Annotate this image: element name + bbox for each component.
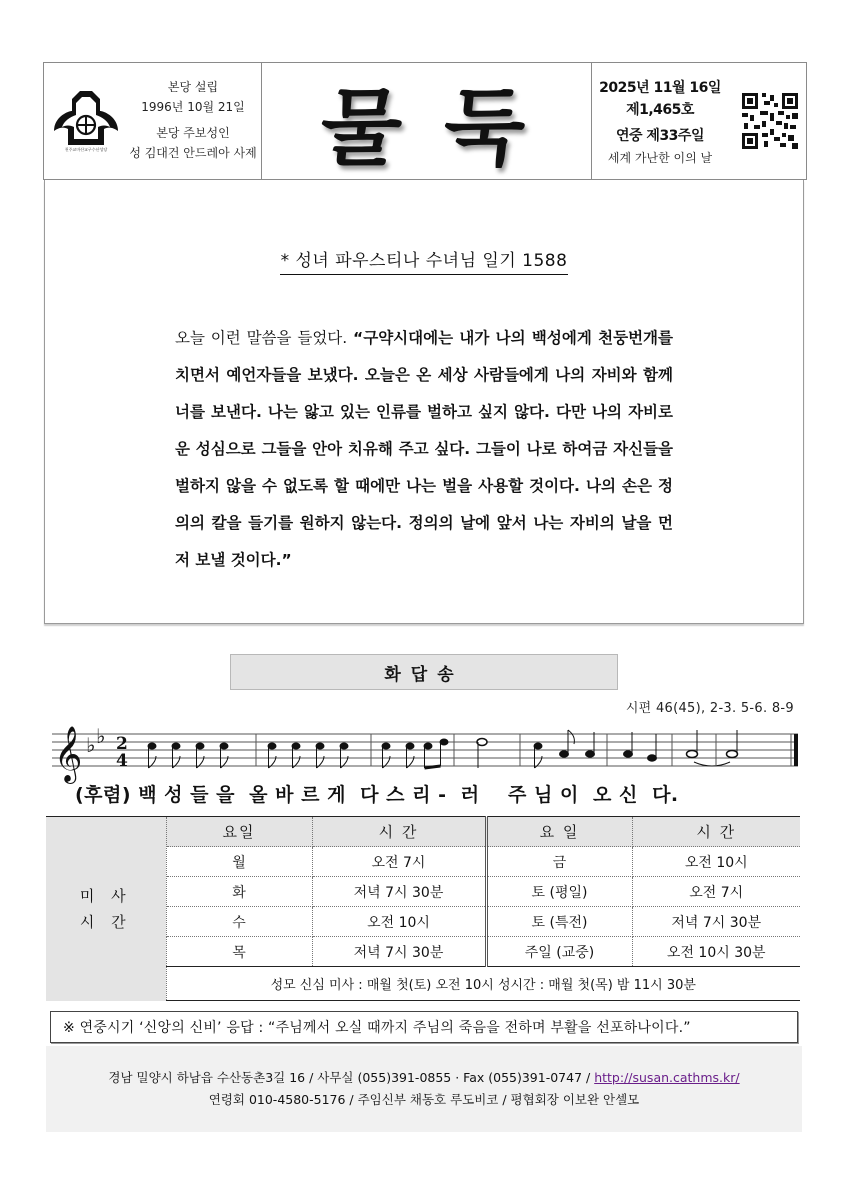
- qr-code-icon[interactable]: [742, 93, 798, 149]
- quote-body: [175, 320, 673, 579]
- patron-name: 성 김대건 안드레아 사제: [129, 146, 257, 160]
- header-time: 시 간: [632, 817, 800, 847]
- footer: [46, 1046, 802, 1132]
- mass-times-label: 미 사 시 간: [46, 817, 166, 1001]
- acclamation-response: ※ 연중시기 ‘신앙의 신비’ 응답 : “주님께서 오실 때까지 주님의 죽음을 전하며 부활을 선포하나이다.”: [50, 1011, 798, 1043]
- title-char-2: 둑: [438, 77, 537, 177]
- table-row: 월 오전 7시 금 오전 10시: [46, 847, 800, 877]
- flat-icon: ♭: [96, 724, 106, 748]
- masthead: [43, 62, 807, 180]
- issue-number: 제1,465호: [626, 102, 694, 118]
- footer-address: 경남 밀양시 하남읍 수산동촌3길 16 / 사무실 (055)391-0855 · Fax (055)391-0747 /: [108, 1070, 595, 1085]
- mass-times-table: [46, 816, 800, 1001]
- header-time: 시 간: [312, 817, 486, 847]
- quote-intro: 오늘 이런 말씀을 들었다.: [175, 329, 354, 347]
- psalm-lyrics: (후렴) 백 성 들 을 올 바 르 게 다 스 리 - 러 주 님 이 오 신 다.: [75, 784, 679, 806]
- quote-text: “구약시대에는 내가 나의 백성에게 천둥번개를 치면서 예언자들을 보냈다. 오늘은 온 세상 사람들에게 나의 자비와 함께 너를 보낸다. 나는 앓고 있는 인류를 벌하고 싶지 않다. 다만 나의 자비로운 성심으로 그들을 안아 치유해 주고 싶다. 그들이 나로 하여금 자신들을 벌하지 않을 수 없도록 할 때에만 나는 벌을 사용할 것이다. 나의 손은 정의의 칼을 들기를 원하지 않는다. 정의의 날에 앞서 나는 자비의 날을 먼저 보낼 것이다.”: [175, 329, 673, 569]
- bulletin-title: [262, 63, 592, 179]
- mass-note: 성모 신심 미사 : 매월 첫(토) 오전 10시 성시간 : 매월 첫(목) 밤 11시 30분: [166, 967, 800, 1001]
- quote-title: * 성녀 파우스티나 수녀님 일기 1588: [280, 251, 569, 275]
- psalm-header: 화답송: [230, 654, 618, 690]
- diary-quote-section: [44, 180, 804, 624]
- liturgical-week: 연중 제33주일: [616, 128, 704, 144]
- table-row: 화 저녁 7시 30분 토 (평일) 오전 7시: [46, 877, 800, 907]
- issue-date: 2025년 11월 16일: [599, 80, 721, 96]
- svg-text:천주교마산교구수산성당: 천주교마산교구수산성당: [64, 147, 108, 152]
- table-row: 목 저녁 7시 30분 주일 (교중) 오전 10시 30분: [46, 937, 800, 967]
- observance: 세계 가난한 이의 날: [607, 151, 713, 165]
- founding-label: 본당 설립: [167, 80, 219, 94]
- parish-info: [44, 63, 262, 179]
- psalm-reference: 시편 46(45), 2-3. 5-6. 8-9: [625, 701, 794, 716]
- flat-icon: ♭: [86, 733, 96, 757]
- header-day: 요일: [166, 817, 312, 847]
- svg-text:4: 4: [116, 751, 128, 771]
- founding-date: 1996년 10월 21일: [141, 100, 245, 114]
- title-char-1: 물: [315, 77, 414, 177]
- table-row: 수 오전 10시 토 (특전) 저녁 7시 30분: [46, 907, 800, 937]
- issue-info: [592, 63, 806, 179]
- patron-label: 본당 주보성인: [156, 126, 230, 140]
- parish-logo-icon: [50, 87, 122, 157]
- svg-text:2: 2: [116, 734, 128, 754]
- footer-contacts: 연령회 010-4580-5176 / 주임신부 채동호 루도비코 / 평협회장 이보완 안셀모: [208, 1092, 640, 1107]
- website-link[interactable]: http://susan.cathms.kr/: [594, 1070, 740, 1085]
- header-day: 요 일: [486, 817, 632, 847]
- treble-clef-icon: 𝄞: [54, 726, 83, 782]
